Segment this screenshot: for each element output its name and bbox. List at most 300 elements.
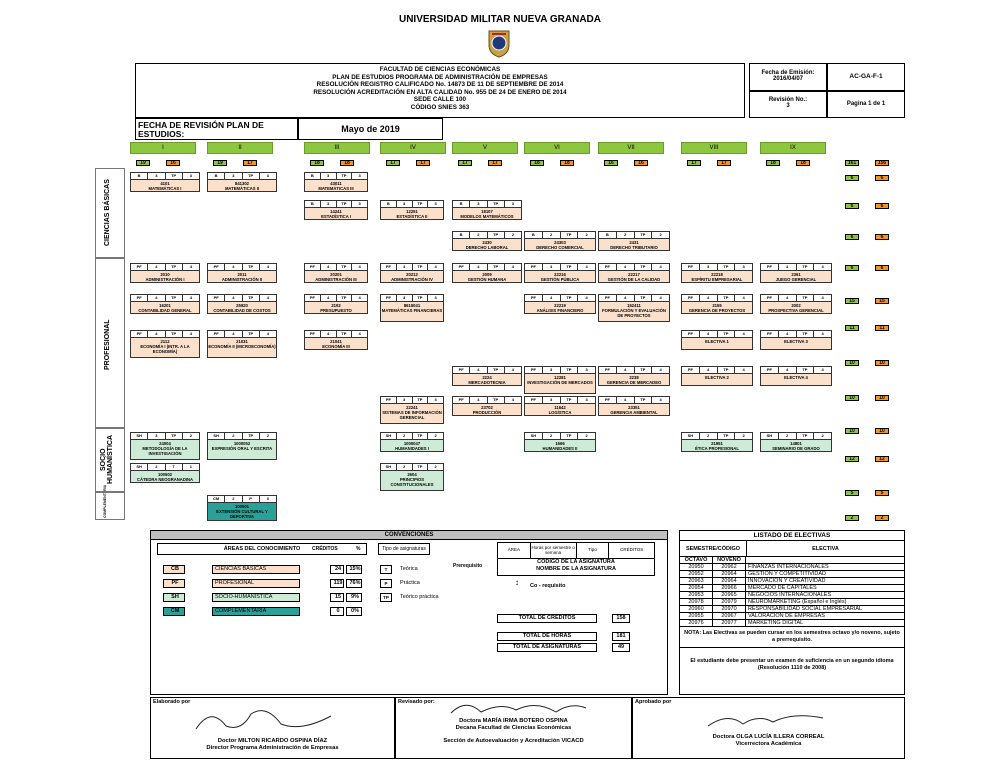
area-name: PROFESIONAL [212,579,300,588]
semester-header-5: V [452,142,518,154]
elective-code: 20953 [680,592,713,598]
total-credits-alt: 156 [875,160,889,166]
course-meta: 4 [321,264,337,270]
course-name: ELECTIVA 2 [705,375,729,380]
course-meta: PF [208,295,225,301]
course-name: ECONOMÍA I (INTR. A LA ECONOMÍA) [140,344,190,354]
elective-row [680,599,904,606]
course-card [598,396,670,416]
course-meta: TP [166,173,183,179]
course-meta: 4 [617,397,635,403]
area-credits: 24 [330,565,344,574]
course-card [304,200,368,220]
course-meta: TP [337,331,353,337]
course-meta: 4 [779,264,797,270]
reviewed-role-2: Sección de Autoevaluación y Acreditación VICACD [443,738,584,744]
course-meta: PF [761,264,779,270]
course-meta: 4 [358,264,361,269]
course-meta: SH [525,433,543,439]
course-name: SEMINARIO DE GRADO [772,446,820,451]
course-meta: 4 [321,331,337,337]
course-meta: TP [488,397,505,403]
course-meta: 2 [543,232,561,238]
course-card [130,172,200,192]
semester-header-1: I [130,142,196,154]
approved-name: Doctora OLGA LUCÍA ILLERA CORREAL [712,734,825,740]
course-card [598,294,670,322]
elective-code: 20965 [713,592,746,598]
course-meta: 4 [470,397,487,403]
area-name: CIENCIAS BÁSICAS [212,565,300,574]
total-credits-label: TOTAL DE CRÉDITOS [497,614,597,623]
total-hours-label: TOTAL DE HORAS [497,632,597,641]
course-meta: TP [635,264,653,270]
semester-credits-alt: 18 [340,160,354,166]
elective-code: 20967 [713,613,746,619]
row-total-alt: 11 [875,325,889,331]
course-meta: 3 [148,433,165,439]
course-meta: 4 [543,295,561,301]
header-line-6: CÓDIGO SNIES 363 [410,103,470,111]
review-label: FECHA DE REVISIÓN PLAN DE ESTUDIOS: [135,118,298,140]
course-card [380,463,444,491]
course-meta: 3 [397,295,413,301]
elective-code: 20963 [680,578,713,584]
elective-code: 20977 [713,620,746,626]
course-name: GESTIÓN PÚBLICA [540,277,580,282]
course-meta: 2 [511,232,514,237]
course-meta: P [243,496,260,502]
doc-code: AC-GA-F-1 [827,63,905,91]
course-name: ESPÍRITU EMPRESARIAL [691,277,743,282]
course-card [380,396,444,424]
course-meta: 2 [585,232,588,237]
row-total-alt: 6 [875,203,889,209]
course-card [207,172,277,192]
course-meta: 3 [511,201,514,206]
row-total-plan: 10 [845,395,859,401]
course-meta: B [599,232,617,238]
course-meta: B [208,173,225,179]
course-name: PROSPECTIVA GERENCIAL [768,308,824,313]
course-card [760,263,832,283]
area-frame-pf [95,258,125,428]
header-line-3: RESOLUCIÓN REGISTRO CALIFICADO No. 14873 DE 11 DE SEPTIEMBRE DE 2014 [316,81,564,88]
course-code: 18107 [481,209,493,214]
course-card [130,463,200,483]
course-code: 21031 [236,339,248,344]
header-line-1: FACULTAD DE CIENCIAS ECONÓMICAS [379,66,501,73]
semester-header-7: VII [598,142,664,154]
semester-credits-plan: 18 [310,160,324,166]
course-card [130,432,200,460]
course-name: PRODUCCIÓN [472,410,502,415]
course-meta: 1 [189,464,192,469]
elective-code: 20970 [713,606,746,612]
course-meta: PF [599,264,617,270]
elective-row [680,592,904,599]
area-credits: 119 [330,579,344,588]
course-meta: PF [453,397,470,403]
course-meta: PF [761,367,779,373]
course-meta: 4 [511,367,514,372]
course-meta: 0 [266,496,269,501]
issue-date: 2016/04/07 [772,76,804,82]
course-meta: TP [797,367,815,373]
course-code: 14241 [330,209,342,214]
page-number: Pagina 1 de 1 [827,91,905,118]
course-meta: 3 [225,173,242,179]
course-meta: PF [131,264,148,270]
course-card [524,396,596,416]
course-meta: 2 [225,496,242,502]
course-meta: SH [208,433,225,439]
row-total-plan: 15 [845,298,859,304]
course-meta: 4 [511,264,514,269]
legend-area: ÁREA [498,543,531,558]
course-name: ANÁLISIS FINANCIERO [536,308,584,313]
course-meta: 3 [434,201,437,206]
course-card [380,200,444,220]
area-abbr: PF [163,579,185,588]
course-meta: SH [381,464,397,470]
electives-title: LISTADO DE ELECTIVAS [680,531,904,541]
course-code: 20212 [406,272,418,277]
course-meta: T [166,464,183,470]
course-meta: B [381,201,397,207]
approved-label: Aprobado por [635,699,672,705]
course-code: 20201 [330,272,342,277]
course-meta: TP [413,433,429,439]
course-meta: 2 [266,433,269,438]
course-name: ELECTIVA 3 [784,339,808,344]
course-code: 2010 [160,272,170,277]
legend-hours: Horas por semestre o semana [531,543,577,558]
course-meta: TP [488,264,505,270]
course-meta: 3 [321,201,337,207]
course-name: PRESUPUESTO [320,308,352,313]
course-meta: PF [453,367,470,373]
semester-credits-plan: 18 [530,160,544,166]
elective-code: 20960 [680,606,713,612]
course-code: 152411 [627,303,641,308]
area-credits: 15 [330,593,344,602]
course-code: 2009 [482,272,492,277]
course-meta: TP [413,264,429,270]
semester-header-8: VIII [681,142,747,154]
course-name: ESTADÍSTICA I [321,214,351,219]
course-code: 2238 [629,375,639,380]
university-title: UNIVERSIDAD MILITAR NUEVA GRANADA [398,14,602,25]
course-card [207,432,277,460]
course-meta: 4 [511,397,514,402]
course-name: MERCADOTECNIA [468,380,506,385]
course-meta: TP [243,173,260,179]
course-meta: TP [718,331,736,337]
elective-code: 20978 [680,599,713,605]
course-meta: TP [337,201,353,207]
elective-code: 20954 [680,585,713,591]
course-meta: 2 [397,433,413,439]
course-card [304,330,368,350]
course-code: 4101 [160,181,170,186]
course-meta: 4 [779,331,797,337]
course-code: 2112 [160,339,170,344]
course-meta: TP [561,295,579,301]
course-card [598,231,670,251]
legend-type: Tipo [577,543,610,558]
course-name: ECONOMÍA III [322,344,350,349]
course-meta: TP [635,397,653,403]
prereq-label: Prerequisito [453,563,483,569]
type-name: Práctica [400,580,420,586]
course-code: 22241 [406,405,418,410]
elective-code: 20962 [713,564,746,570]
course-meta: 4 [148,295,165,301]
course-meta: TP [635,367,653,373]
course-name: MODELOS MATEMÁTICOS [460,214,514,219]
course-name: METODOLOGÍA DE LA INVESTIGACIÓN [142,446,188,456]
elective-code: 20950 [680,564,713,570]
type-code: T [380,565,392,574]
course-code: 21951 [711,441,723,446]
course-code: 25920 [236,303,248,308]
course-meta: 4 [225,264,242,270]
legend-credits: CRÉDITOS [620,547,644,552]
course-name: JUEGO GERENCIAL [775,277,817,282]
header-line-5: SEDE CALLE 100 [413,96,467,103]
course-meta: 4 [617,367,635,373]
course-meta: 3 [321,173,337,179]
col-area: ÁREAS DEL CONOCIMIENTO [157,543,367,555]
elective-row [680,578,904,585]
course-name: MATEMÁTICAS III [318,186,354,191]
course-meta: TP [635,232,653,238]
course-code: 1000052 [233,441,251,446]
row-total-plan: 12 [845,456,859,462]
course-card [524,294,596,314]
course-meta: 4 [617,295,635,301]
course-meta: PF [599,397,617,403]
course-meta: 4 [321,295,337,301]
type-code: TP [380,593,392,602]
issue-label: Fecha de Emisión: [761,70,815,76]
elective-name: MARKETING DIGITAL [748,620,804,626]
area-pct: 15% [346,565,362,574]
course-code: 21041 [330,339,342,344]
course-meta: SH [761,433,779,439]
course-meta: PF [682,264,700,270]
course-meta: TP [166,433,183,439]
course-meta: 4 [189,264,192,269]
course-meta: TP [337,173,353,179]
course-meta: 4 [358,331,361,336]
course-name: HUMANIDADES II [542,446,578,451]
semester-credits-plan: 18 [766,160,780,166]
electives-col-sem: SEMESTRE/CÓDIGO [680,541,747,556]
course-meta: 4 [543,264,561,270]
course-meta: PF [525,367,543,373]
course-code: 100501 [235,504,249,509]
course-meta: 3 [585,397,588,402]
course-code: 22217 [628,272,640,277]
elective-name: NEUROMARKETING (Español e Inglés) [748,599,847,605]
course-meta: 2 [543,433,561,439]
course-meta: PF [761,331,779,337]
total-subjects-value: 49 [612,643,630,652]
elective-name: NEGOCIOS INTERNACIONALES [748,592,832,598]
course-name: DERECHO TRIBUTARIO [610,245,658,250]
issue-box [749,63,827,91]
col-credits: CRÉDITOS [312,546,338,552]
elective-name: INNOVACIÓN Y CREATIVIDAD [748,578,826,584]
row-total-plan: 5 [845,490,859,496]
elective-row [680,571,904,578]
row-total-plan: 6 [845,265,859,271]
row-total-plan: 6 [845,175,859,181]
course-meta: TP [797,264,815,270]
course-card [598,263,670,283]
course-meta: TP [243,264,260,270]
course-meta: B [131,173,148,179]
course-meta: PF [453,264,470,270]
area-label-pf: PROFESIONAL [104,319,111,370]
course-meta: 4 [266,331,269,336]
course-meta: 3 [700,264,718,270]
total-hours-value: 181 [612,632,630,641]
total-credits-plan: 161 [845,160,859,166]
course-meta: 4 [659,397,662,402]
semester-credits-alt: 17 [243,160,257,166]
elective-name: FINANZAS INTERNACIONALES [748,564,829,570]
course-name: CÁTEDRA NEOGRANADINA [136,477,194,482]
course-meta: 3 [397,397,413,403]
row-total-plan: 11 [845,325,859,331]
elective-code: 20964 [713,571,746,577]
prepared-role: Director Programa Administración de Empresas [206,745,339,751]
course-card [524,432,596,452]
course-card [380,294,444,322]
coreq-label: Co - requisito [530,583,566,589]
elective-code: 20966 [713,585,746,591]
course-meta: 4 [585,295,588,300]
course-meta: 2 [617,232,635,238]
course-code: 2155 [712,303,722,308]
course-meta: TP [561,433,579,439]
electives-col-nov: NOVENO [713,557,746,563]
semester-credits-plan: 19 [136,160,150,166]
elective-row [680,585,904,592]
course-name: ECONOMÍA II (MICROECONOMÍA) [208,344,276,349]
course-card [304,263,368,283]
course-code: 841302 [235,181,249,186]
course-meta: 2 [742,433,745,438]
course-name: ADMINISTRACIÓN IV [391,277,433,282]
course-code: 2361 [791,272,801,277]
course-meta: 4 [779,367,797,373]
semester-credits-plan: 19 [213,160,227,166]
elective-row [680,620,904,627]
course-meta: PF [131,331,148,337]
elective-name: VALORACIÓN DE EMPRESAS [748,613,825,619]
course-card [760,366,832,386]
coreq-arrow-icon: ↕ [515,578,519,587]
course-code: 2431 [629,240,639,245]
course-meta: 4 [742,367,745,372]
reviewed-name: Doctora MARÍA IRMA BOTERO OSPINA [459,718,568,724]
semester-credits-plan: 17 [458,160,472,166]
header-box [135,63,745,118]
row-total-alt: 6 [875,265,889,271]
course-meta: 2 [225,433,242,439]
area-pct: 0% [346,607,362,616]
area-abbr: CB [163,565,185,574]
course-card [524,366,596,394]
electives-col-name: ELECTIVA [812,546,839,552]
course-meta: 2 [821,433,824,438]
course-code: 24303 [554,240,566,245]
course-meta: 4 [779,295,797,301]
course-meta: TP [488,367,505,373]
course-meta: TP [337,295,353,301]
course-code: 2011 [237,272,247,277]
semester-credits-alt: 17 [416,160,430,166]
course-meta: 4 [821,264,824,269]
course-code: 23702 [481,405,493,410]
course-meta: TP [413,397,429,403]
prepared-name: Doctor MILTON RICARDO OSPINA DÍAZ [217,738,328,744]
course-meta: 3 [543,397,561,403]
course-name: MATEMÁTICAS FINANCIERAS [381,308,443,313]
course-card [207,495,277,521]
course-name: PRINCIPIOS CONSTITUCIONALES [390,477,434,487]
course-card [452,263,522,283]
reviewed-signature [446,698,596,718]
header-line-2: PLAN DE ESTUDIOS PROGRAMA DE ADMINISTRACIÓN DE EMPRESAS [332,73,548,81]
course-meta: 4 [585,264,588,269]
course-code: 1666 [555,441,565,446]
area-pct: 76% [346,579,362,588]
course-card [524,263,596,283]
course-card [452,396,522,416]
course-name: GERENCIA AMBIENTAL [610,410,658,415]
course-meta: TP [488,201,505,207]
course-meta: TP [797,331,815,337]
course-code: 12281 [554,375,566,380]
elective-name: MERCADO DE CAPITALES [748,585,817,591]
semester-credits-plan: 16 [604,160,618,166]
course-name: SISTEMAS DE INFORMACIÓN GERENCIAL [382,410,442,420]
course-meta: PF [381,295,397,301]
conventions-title: CONVENCIONES [151,531,667,540]
elective-row [680,613,904,620]
row-total-alt: 10 [875,428,889,434]
course-meta: PF [682,331,700,337]
course-meta: 3 [742,264,745,269]
course-meta: 2 [659,232,662,237]
course-code: 43011 [330,181,342,186]
course-meta: 4 [659,295,662,300]
course-meta: TP [561,367,579,373]
area-frame-cm [95,484,125,520]
total-subjects-label: TOTAL DE ASIGNATURAS [497,643,597,652]
course-meta: 3 [543,367,561,373]
course-meta: PF [682,295,700,301]
course-name: CONTABILIDAD GENERAL [138,308,192,313]
course-meta: TP [166,264,183,270]
area-label-sh-text: SOCIO HUMANÍSTICA [100,435,114,485]
course-meta: 2 [585,433,588,438]
